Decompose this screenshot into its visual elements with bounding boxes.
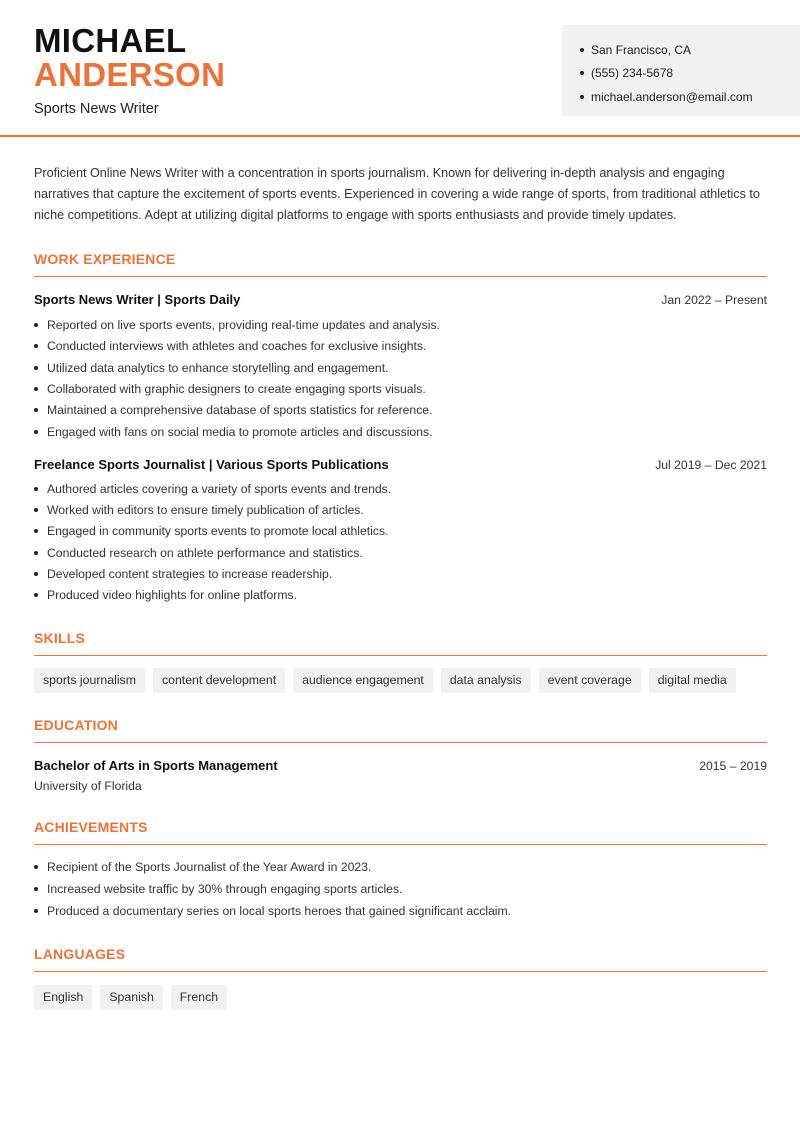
job-title-1: Sports News Writer | Sports Daily xyxy=(34,292,241,308)
list-item xyxy=(34,585,767,606)
list-item xyxy=(34,400,767,421)
list-item xyxy=(34,478,767,499)
job-date-2: Jul 2019 – Dec 2021 xyxy=(655,458,767,473)
achievements-list xyxy=(34,856,767,922)
list-item-text: Increased website traffic by 30% through engaging sports articles. xyxy=(47,881,403,896)
bullet-icon xyxy=(34,366,38,370)
bullet-icon xyxy=(34,323,38,327)
skill-tag: content development xyxy=(153,668,285,693)
list-item-text: Utilized data analytics to enhance storytelling and engagement. xyxy=(47,360,389,375)
job-bullets-2 xyxy=(34,478,767,606)
job-bullets-1 xyxy=(34,314,767,442)
bullet-icon xyxy=(34,572,38,576)
job-date-1: Jan 2022 – Present xyxy=(661,293,767,308)
section-title-work: WORK EXPERIENCE xyxy=(34,251,767,277)
list-item-text: Collaborated with graphic designers to create engaging sports visuals. xyxy=(47,381,426,396)
list-item xyxy=(34,563,767,584)
skill-tag: event coverage xyxy=(539,668,641,693)
skill-tag: data analysis xyxy=(441,668,531,693)
first-name: MICHAEL xyxy=(34,22,187,59)
education-header xyxy=(34,758,767,773)
bullet-icon xyxy=(580,48,584,52)
bullet-icon xyxy=(34,344,38,348)
bullet-icon xyxy=(34,487,38,491)
bullet-icon xyxy=(34,430,38,434)
list-item-text: Engaged with fans on social media to promote articles and discussions. xyxy=(47,424,433,439)
contact-location xyxy=(580,38,800,62)
last-name: ANDERSON xyxy=(34,56,226,93)
school: University of Florida xyxy=(34,778,142,793)
bullet-icon xyxy=(580,95,584,99)
location-text: San Francisco, CA xyxy=(591,42,692,57)
list-item xyxy=(34,314,767,335)
summary: Proficient Online News Writer with a concentration in sports journalism. Known for delivering in-depth analysis and engaging narratives that capture the excitement of sports events. Experienced in covering a wide range of sports, from traditional athletics to niche competitions. Adept at utilizing digital platforms to engage with sports enthusiasts and provide timely updates. xyxy=(34,166,760,222)
job-header xyxy=(34,292,767,307)
contact-box xyxy=(562,25,800,116)
language-tag: French xyxy=(171,985,227,1010)
skill-tag: sports journalism xyxy=(34,668,145,693)
list-item-text: Reported on live sports events, providing real-time updates and analysis. xyxy=(47,318,440,333)
skill-tag: audience engagement xyxy=(293,668,433,693)
email-text: michael.anderson@email.com xyxy=(591,89,753,104)
list-item-text: Conducted research on athlete performance and statistics. xyxy=(47,545,363,560)
education-date: 2015 – 2019 xyxy=(699,758,767,773)
list-item xyxy=(34,357,767,378)
list-item-text: Produced a documentary series on local sports heroes that gained significant acclaim. xyxy=(47,903,512,918)
section-title-languages: LANGUAGES xyxy=(34,946,767,972)
bullet-icon xyxy=(580,71,584,75)
bullet-icon xyxy=(34,408,38,412)
degree: Bachelor of Arts in Sports Management xyxy=(34,757,278,773)
list-item xyxy=(34,499,767,520)
bullet-icon xyxy=(34,529,38,533)
list-item-text: Developed content strategies to increase readership. xyxy=(47,567,333,581)
list-item xyxy=(34,421,767,442)
list-item-text: Maintained a comprehensive database of sports statistics for reference. xyxy=(47,403,433,418)
list-item xyxy=(34,336,767,357)
bullet-icon xyxy=(34,887,38,891)
section-title-skills: SKILLS xyxy=(34,630,767,656)
bullet-icon xyxy=(34,909,38,913)
contact-phone xyxy=(580,62,800,86)
skill-tag: digital media xyxy=(649,668,736,693)
job-title: Sports News Writer xyxy=(34,101,159,117)
list-item xyxy=(34,542,767,563)
bullet-icon xyxy=(34,593,38,597)
bullet-icon xyxy=(34,551,38,555)
skills-tags xyxy=(34,668,767,693)
list-item-text: Conducted interviews with athletes and coaches for exclusive insights. xyxy=(47,339,427,354)
list-item-text: Produced video highlights for online platforms. xyxy=(47,588,297,603)
phone-text: (555) 234-5678 xyxy=(591,66,674,81)
list-item-text: Authored articles covering a variety of sports events and trends. xyxy=(47,481,392,496)
contact-email xyxy=(580,85,800,109)
list-item xyxy=(34,878,767,900)
bullet-icon xyxy=(34,508,38,512)
list-item xyxy=(34,900,767,922)
list-item xyxy=(34,856,767,878)
language-tag: Spanish xyxy=(100,985,162,1010)
section-title-education: EDUCATION xyxy=(34,717,767,743)
bullet-icon xyxy=(34,865,38,869)
list-item-text: Worked with editors to ensure timely publication of articles. xyxy=(47,503,364,518)
list-item xyxy=(34,378,767,399)
resume-content xyxy=(34,163,767,1010)
name-block xyxy=(34,24,225,117)
language-tag: English xyxy=(34,985,92,1010)
job-header xyxy=(34,457,767,472)
language-tags xyxy=(34,985,767,1010)
section-title-achievements: ACHIEVEMENTS xyxy=(34,819,767,845)
bullet-icon xyxy=(34,387,38,391)
list-item-text: Recipient of the Sports Journalist of the Year Award in 2023. xyxy=(47,859,372,874)
list-item-text: Engaged in community sports events to promote local athletics. xyxy=(47,524,389,539)
list-item xyxy=(34,521,767,542)
job-title-2: Freelance Sports Journalist | Various Sports Publications xyxy=(34,457,389,473)
resume-header xyxy=(0,0,800,137)
